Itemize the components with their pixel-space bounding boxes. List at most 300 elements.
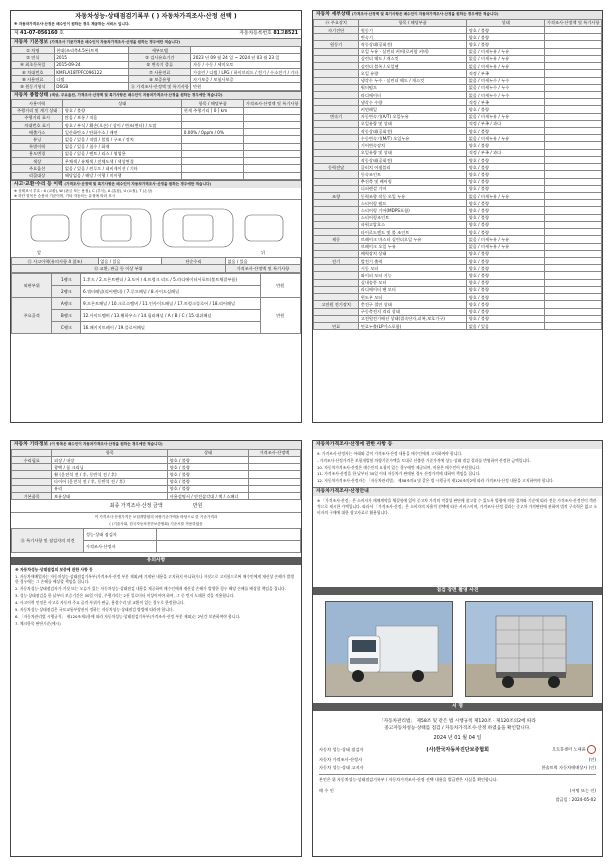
detail-group: 전기: [314, 257, 359, 264]
issue-date: 발급일 : 2024-05-02: [555, 796, 596, 802]
status-item-value: 없음 / 있음 / 침수 / 화재: [63, 143, 182, 150]
detail-state: 양호 / 불량: [467, 207, 545, 214]
special-table: [11, 528, 301, 553]
basic-header-text: 자동차 기본정보: [14, 39, 49, 45]
parts-list: 6.쿼터패널(리어펜더) / 7.루프패널 / 8.사이드실패널: [81, 285, 260, 297]
accident-header-text: 사고·교환·수리 등 이력: [14, 181, 63, 187]
status-item-detail: 0.00% / 0ppm / 0%: [182, 129, 244, 136]
special-row-inspector: 성능·상태 점검자: [84, 528, 156, 540]
detail-row: [314, 294, 602, 301]
detail-column-header: 상태: [467, 19, 545, 26]
detail-price: [545, 322, 602, 329]
detail-state: 양호 / 불량: [467, 178, 545, 185]
detail-state: 적정 / 부족 / 과다: [467, 149, 545, 156]
detail-group: 조향: [314, 193, 359, 200]
other-item: 타이어 (운전석 전 / 후, 동반석 전 / 후): [52, 478, 168, 485]
basic-field-value: KMFLA18TPFC096122: [54, 68, 129, 75]
parts-row: [12, 321, 301, 333]
status-item-detail: [182, 114, 244, 121]
basic-field-label: ⑥ 차대번호: [12, 68, 55, 75]
detail-group: [314, 265, 359, 272]
detail-row: [314, 41, 602, 48]
detail-state: 양호 / 불량: [467, 272, 545, 279]
detail-item: 스티어링 펌프: [359, 200, 467, 207]
status-row: [12, 136, 301, 143]
detail-row: [314, 243, 602, 250]
detail-state: 양호 / 불량: [467, 200, 545, 207]
other-state: 양호 / 불량: [168, 464, 249, 471]
parts-list: 12.사이드멤버 / 13.휠하우스 / 14.필러패널 / A / B / C / 15.대쉬패널: [81, 309, 260, 321]
detail-item: 타이로드엔드 및 볼 조인트: [359, 229, 467, 236]
detail-row: [314, 322, 602, 329]
status-item-price: [244, 165, 301, 172]
other-group: [12, 478, 52, 485]
status-item-detail: [182, 121, 244, 128]
detail-price: [545, 113, 602, 120]
detail-state: 양호 / 불량: [467, 221, 545, 228]
detail-price: [545, 185, 602, 192]
detail-state: 없음 / 미세누수 / 누수: [467, 91, 545, 98]
detail-price: [545, 106, 602, 113]
special-appraiser-value: [156, 540, 301, 552]
basic-row: [12, 47, 301, 54]
parts-row: [12, 309, 301, 321]
sheet-price-sign: [312, 440, 603, 857]
plate-label: 자동차등록번호: [239, 30, 272, 36]
detail-state: 양호 / 불량: [467, 26, 545, 33]
buyer-sign: (서명 또는 인): [569, 787, 596, 793]
detail-price: [545, 279, 602, 286]
other-state: 양호 / 불량: [168, 456, 249, 463]
detail-row: [314, 315, 602, 322]
other-row: [12, 478, 301, 485]
other-group: [12, 471, 52, 478]
detail-price: [545, 34, 602, 41]
sign-date-day-label: 일: [476, 735, 482, 741]
detail-price: [545, 214, 602, 221]
notice-item: 7. 체크항목 판단기준(예시): [15, 620, 61, 626]
other-price: [248, 464, 300, 471]
detail-row: [314, 142, 602, 149]
sheet-other-info: [10, 440, 302, 857]
accident-label: ⑫ 사고이력(유의사항 4 참조): [12, 258, 99, 265]
detail-column-header: 가격조사·산정액 및 특기사항: [545, 19, 602, 26]
status-item-price: [244, 172, 301, 179]
other-item: 외장 / 내장: [52, 456, 168, 463]
detail-state: 양호 / 불량: [467, 171, 545, 178]
confirm-text: 본인은 위 자동차성능·상태점검기록부 / 자동차가격조사·산정 선택 내용을 발급받은 사실을 확인합니다.: [319, 774, 596, 783]
detail-item: 추진축 및 베어링: [359, 178, 467, 185]
detail-state: 없음 / 미세누유 / 누유: [467, 236, 545, 243]
other-row: [12, 464, 301, 471]
notice-item: 6. 「자동차관리법 시행규칙」 제120조제1항에 따라 자동차성능·상태점검기록부(가격조사·산정 부분 제외)는 2년간 보관하여야 합니다.: [15, 613, 241, 619]
detail-item: 구동축전지 격리 상태: [359, 308, 467, 315]
basic-field-value-2: 자가보증 / 보험사보증: [191, 76, 301, 83]
document-title: 자동차성능·상태점검기록부 ( ) 자동차가격조사·산정 선택 ): [75, 13, 237, 20]
basic-field-label: ① 차명: [12, 47, 55, 54]
other-item: 유리: [52, 485, 168, 492]
other-price: [248, 456, 300, 463]
detail-item: 수동변속기(M/T) 오일누유: [359, 135, 467, 142]
detail-price: [545, 63, 602, 70]
detail-row: [314, 272, 602, 279]
car-diagram: [11, 199, 301, 257]
exchange-head-row: [12, 265, 301, 272]
detail-group: [314, 214, 359, 221]
other-table: [11, 449, 301, 501]
detail-price: [545, 308, 602, 315]
basic-field-value-2: [191, 47, 301, 54]
inspector-org: (사)한국자동차진단보증협회: [426, 746, 489, 753]
detail-state: 양호 / 불량: [467, 308, 545, 315]
detail-price: [545, 200, 602, 207]
status-item-label: 주요옵션: [12, 165, 63, 172]
sign-block: [313, 717, 602, 804]
detail-group: [314, 243, 359, 250]
status-item-label: 리콜대상: [12, 172, 63, 179]
other-state: 사용설명서 / 안전삼각대 / 잭 / 스패너: [168, 493, 249, 500]
detail-item: 클러치 어셈블리: [359, 164, 467, 171]
inspection-photo-front: [325, 601, 453, 697]
detail-row: [314, 113, 602, 120]
detail-item: 원동기: [359, 26, 467, 33]
detail-price: [545, 257, 602, 264]
appraiser-row: [319, 757, 596, 762]
detail-item: 오일유량 및 상태: [359, 120, 467, 127]
detail-row: [314, 279, 602, 286]
parts-group-label: 주요골격: [12, 297, 52, 333]
detail-table: [313, 19, 602, 330]
parts-list: 16.패키지트레이 / 19.플로어패널: [81, 321, 260, 333]
notice-item: 4. 사고이력 인정은 사고로 자동차 주요 골격 부위가 판금, 용접수리 및 교환이 있는 경우로 한정합니다.: [15, 600, 185, 606]
other-group: 기본품목: [12, 493, 52, 500]
dealer-row: [319, 765, 596, 770]
detail-item: 고전원전기배선 상태(접속단자,피복,보호기구): [359, 315, 467, 322]
status-column-header: 항목 / 해당부품: [182, 100, 244, 107]
other-header-note: (이 항목은 매수인이 자동차가격조사·산정을 원하는 경우에만 적습니다): [49, 442, 163, 446]
detail-row: [314, 135, 602, 142]
detail-item: 커먼레일: [359, 106, 467, 113]
appraiser-seal: (인): [588, 757, 596, 762]
detail-state: 양호 / 불량: [467, 229, 545, 236]
other-price: [248, 485, 300, 492]
other-state: 양호 / 불량: [168, 471, 249, 478]
detail-price: [545, 294, 602, 301]
detail-row: [314, 185, 602, 192]
base-line-2: ( )기술사회, 한국자동차진단보증협회) 기준서를 적용하였음: [109, 521, 203, 526]
basic-field-label-2: ⑦ 사용연료: [129, 68, 191, 75]
basic-row: [12, 61, 301, 68]
detail-price: [545, 207, 602, 214]
accident-row: [12, 258, 301, 265]
detail-group: [314, 294, 359, 301]
price-note-item: 11. 가격조사·산정을 한 날부터 30일 이내 자동차가 판매된 경우 산정가격에 대하여 책임을 집니다.: [317, 471, 481, 477]
parts-row: [12, 285, 301, 297]
detail-group: [314, 70, 359, 77]
basic-row: [12, 83, 301, 90]
photo-header: 점검 장면 촬영 사진: [313, 587, 602, 595]
status-header: [11, 91, 301, 100]
status-item-label: 특별이력: [12, 143, 63, 150]
detail-row: [314, 178, 602, 185]
detail-row: [314, 257, 602, 264]
status-item-label: 용도변경: [12, 150, 63, 157]
status-item-value: 해당없음 / 해당 / 이행 / 미이행: [63, 172, 182, 179]
detail-price: [545, 221, 602, 228]
detail-row: [314, 34, 602, 41]
appraiser-role: 자동차 가격조사·산정자: [319, 757, 363, 762]
detail-column-header: 항목 / 해당부품: [359, 19, 467, 26]
detail-state: 없음 / 미세누유 / 누유: [467, 48, 545, 55]
other-header: [11, 441, 301, 449]
detail-row: [314, 286, 602, 293]
special-label: ⑮ 특기사항 및 점검자의 의견: [12, 528, 84, 552]
detail-row: [314, 99, 602, 106]
detail-group: [314, 128, 359, 135]
detail-row: [314, 77, 602, 84]
status-item-detail: [182, 172, 244, 179]
basic-field-value: 2015: [54, 54, 129, 61]
detail-price: [545, 315, 602, 322]
detail-state: 양호 / 불량: [467, 250, 545, 257]
seal-stamp-icon: [587, 745, 596, 754]
notice-list: [15, 574, 297, 627]
detail-state: 양호 / 불량: [467, 265, 545, 272]
accident-value: 없음 / 있음: [98, 258, 162, 265]
detail-item: 오일 유량: [359, 70, 467, 77]
status-item-value: 없음 / 있음 / 썬루프 / 네비게이션 / 기타: [63, 165, 182, 172]
buyer-row: [319, 788, 596, 793]
detail-group: [314, 279, 359, 286]
status-header-text: 자동차 종합상태: [14, 92, 49, 98]
parts-row: [12, 273, 301, 285]
detail-row: [314, 70, 602, 77]
detail-group: [314, 272, 359, 279]
detail-item: 실내송풍 모터: [359, 279, 467, 286]
detail-item: 작동상태(공회전): [359, 128, 467, 135]
other-item: 보유상태: [52, 493, 168, 500]
detail-item: 등속조인트: [359, 171, 467, 178]
detail-item: 발전기 출력: [359, 257, 467, 264]
status-row: [12, 114, 301, 121]
detail-group: 자기진단: [314, 26, 359, 33]
guide-text: ※ 「가격조사·산정」은 소비자가 매매계약을 체결함에 있어 중고차 가격의 적절성 판단에 참고할 수 있도록 법령에 의한 절차와 기준에 따라 전문 가격조사·산정인이 객관적으로 제시한 가액입니다. 따라서 「가격조사·산정」은 소비자의 자율적 선택에 따른 서비스이며, 가격조사·산정 결과는 중고차 가격판단에 관하여 법적 구속력은 없고 소비자의 구매에 대한 참고자료로 활용됩니다.: [317, 497, 597, 515]
parts-table: [11, 273, 301, 334]
detail-group: [314, 77, 359, 84]
price-note-item: 12. 자동차가격조사·산정자는 「자동차관리법」 제58조의4 및 같은 법 시행규칙 제120조의2에 따라 가격조사·산정 내용을 고지하여야 합니다.: [317, 478, 554, 484]
accident-legend: ※ 상태표시 부호 : X (교환), W (판금 또는 용접), C (부식), A (흠집), U (요철), T (손상): [14, 188, 153, 193]
detail-item: 오일유량 및 상태: [359, 149, 467, 156]
detail-group: [314, 84, 359, 91]
sheet-basic-info: [10, 10, 302, 423]
detail-row: [314, 229, 602, 236]
status-row: [12, 121, 301, 128]
detail-item: 충전구 절연 상태: [359, 301, 467, 308]
detail-item: 변속기: [359, 34, 467, 41]
detail-item: 오일 누유 · 실린더 커버(로커암 커버): [359, 48, 467, 55]
detail-group: 원동기: [314, 41, 359, 48]
detail-group: [314, 120, 359, 127]
detail-group: [314, 315, 359, 322]
status-row: [12, 143, 301, 150]
sheet-detail-status: [312, 10, 603, 423]
exchange-head: ⑬ 교환, 판금 등 이상 부위: [12, 265, 226, 272]
status-item-detail: [182, 136, 244, 143]
inspection-photo-rear: [465, 601, 593, 697]
other-item: 휠 (운전석 전 / 후, 동반석 전 / 후): [52, 471, 168, 478]
status-row: [12, 150, 301, 157]
basic-field-label-2: ⑨ 보증유형: [129, 76, 191, 83]
parts-price: 만원: [260, 297, 300, 333]
parts-row: [12, 297, 301, 309]
accident-header: [11, 180, 301, 189]
parts-list: 1.후드 / 2.프론트펜더 / 3.도어 / 4.트렁크 리드 / 5.라디에이터서포트(볼트체결부품): [81, 273, 260, 285]
detail-group: [314, 286, 359, 293]
detail-item: 스티어링조인트: [359, 214, 467, 221]
basic-row: [12, 76, 301, 83]
detail-price: [545, 229, 602, 236]
detail-item: 브레이크 마스터 실린더오일 누유: [359, 236, 467, 243]
basic-field-value: 현대(쓰리축4.5톤)트럭: [54, 47, 129, 54]
detail-state: 양호 / 불량: [467, 214, 545, 221]
detail-row: [314, 149, 602, 156]
status-item-detail: [182, 143, 244, 150]
detail-state: 없음 / 있음: [467, 322, 545, 329]
detail-state: 양호 / 불량: [467, 279, 545, 286]
detail-item: 동력조향 작동 오일 누유: [359, 193, 467, 200]
status-item-detail: [182, 158, 244, 165]
detail-group: [314, 142, 359, 149]
other-group: 수리필요: [12, 456, 52, 463]
cert-no-suffix: 호: [59, 30, 64, 36]
status-item-price: [244, 143, 301, 150]
inspector-row: [319, 745, 596, 754]
status-item-label: 차대번호 표기: [12, 121, 63, 128]
status-column-header: 사용이력: [12, 100, 63, 107]
detail-group: [314, 55, 359, 62]
price-note-item: 10. 자동차가격조사·산정은 매수인의 요청이 있는 경우에만 제공되며, 비용은 매수인이 부담합니다.: [317, 464, 481, 470]
detail-state: 양호 / 불량: [467, 286, 545, 293]
detail-item: 실린더 헤드 / 개스킷: [359, 55, 467, 62]
detail-price: [545, 272, 602, 279]
status-row: [12, 165, 301, 172]
status-item-value: 많음 / 보통 / 적음: [63, 114, 182, 121]
detail-group: [314, 221, 359, 228]
special-row-appraiser: 가격조사·산정자: [84, 540, 156, 552]
detail-row: [314, 200, 602, 207]
detail-price: [545, 142, 602, 149]
status-row: [12, 129, 301, 136]
status-item-price: [244, 129, 301, 136]
detail-header-text: 자동차 세부상태: [316, 12, 351, 17]
detail-price: [545, 41, 602, 48]
basic-field-value-2: 만원: [191, 83, 301, 90]
parts-rank: A랭크: [52, 297, 81, 309]
detail-row: [314, 265, 602, 272]
guide-header: 자동차가격조사·산정안내: [313, 487, 602, 496]
detail-group: 변속기: [314, 113, 359, 120]
other-column-header: 항목: [52, 449, 168, 456]
status-column-header: 가격조사·산정액 및 특기사항: [244, 100, 301, 107]
detail-group: 제동: [314, 236, 359, 243]
detail-group: [314, 34, 359, 41]
detail-row: [314, 301, 602, 308]
sign-date-day: 04: [468, 735, 476, 741]
other-header-text: 자동차 기타정보: [14, 442, 49, 447]
detail-group: [314, 99, 359, 106]
detail-item: 디퍼렌셜 기어: [359, 185, 467, 192]
detail-header: [313, 11, 602, 19]
detail-state: 양호 / 불량: [467, 301, 545, 308]
car-outline-icon: [21, 203, 291, 255]
detail-row: [314, 91, 602, 98]
other-item: 광택 / 룸 크리닝: [52, 464, 168, 471]
detail-row: [314, 221, 602, 228]
detail-group: [314, 200, 359, 207]
detail-row: [314, 250, 602, 257]
status-item-price: [244, 121, 301, 128]
status-item-detail: 현재 주행거리 [ 0 ] km: [182, 107, 244, 114]
other-group: [12, 485, 52, 492]
parts-rank: C랭크: [52, 321, 81, 333]
detail-item: 연료누출(LP가스포함): [359, 322, 467, 329]
buyer-label: 매 수 인: [319, 787, 334, 793]
basic-field-label: ④ 최초등록일: [12, 61, 55, 68]
detail-row: [314, 236, 602, 243]
truck-rear-photo-icon: [466, 602, 593, 697]
price-notes: [313, 449, 602, 487]
detail-state: 양호 / 불량: [467, 34, 545, 41]
detail-state: 양호 / 불량: [467, 156, 545, 163]
status-row: [12, 172, 301, 179]
detail-price: [545, 120, 602, 127]
detail-state: 없음 / 미세누유 / 누유: [467, 63, 545, 70]
other-row: [12, 493, 301, 500]
detail-state: 적정 / 부족: [467, 99, 545, 106]
basic-table: [11, 46, 301, 90]
detail-price: [545, 236, 602, 243]
other-state: 양호 / 불량: [168, 478, 249, 485]
basic-field-value: 2015-09-24: [54, 61, 129, 68]
notice-item: 5. 자동차성능·상태점검은 국토교통부장관이 정하는 자동차성능·상태점검 방법에 따라야 합니다.: [15, 606, 174, 612]
basic-field-value-2: 가솔린 / 디젤 / LPG / 하이브리드 / 전기 / 수소전기 / 기타: [191, 68, 301, 75]
other-state: 양호 / 불량: [168, 485, 249, 492]
sign-date: [319, 735, 596, 741]
base-line: 이 가격조사·산정가격은 보험개발원의 차량기준가액을 바탕으로 한 기준가격과: [94, 515, 218, 520]
detail-price: [545, 55, 602, 62]
cert-no-label: 제: [14, 30, 19, 36]
exchange-price-head: 가격조사·산정액 및 특기사항: [225, 265, 300, 272]
detail-state: 양호 / 불량: [467, 164, 545, 171]
basic-field-label: ⑧ 사용연료: [12, 76, 55, 83]
detail-price: [545, 77, 602, 84]
plate-number: 81고8521: [273, 30, 298, 36]
detail-group: [314, 308, 359, 315]
parts-rank: 2랭크: [52, 285, 81, 297]
detail-row: [314, 63, 602, 70]
sign-date-month: 01: [454, 735, 461, 741]
sign-header: 서 명: [313, 703, 602, 711]
detail-row: [314, 106, 602, 113]
other-price: [248, 493, 300, 500]
parts-rank: B랭크: [52, 309, 81, 321]
other-row: [12, 471, 301, 478]
parts-list: 9.프론트패널 / 10.크로스멤버 / 11.인사이드패널 / 17.트렁크플로어 / 18.리어패널: [81, 297, 260, 309]
detail-item: 냉각수 누수 · 실린더 헤드 / 개스킷: [359, 77, 467, 84]
detail-row: [314, 214, 602, 221]
detail-header-note: (가격조사·산정액 및 특기사항은 매수인이 자동차가격조사·산정을 원하는 경우에만 적습니다): [351, 12, 499, 16]
document-notice: ※ 자동차가격조사·산정은 매수인이 원하는 경우 제공하는 서비스 입니다.: [14, 22, 130, 27]
